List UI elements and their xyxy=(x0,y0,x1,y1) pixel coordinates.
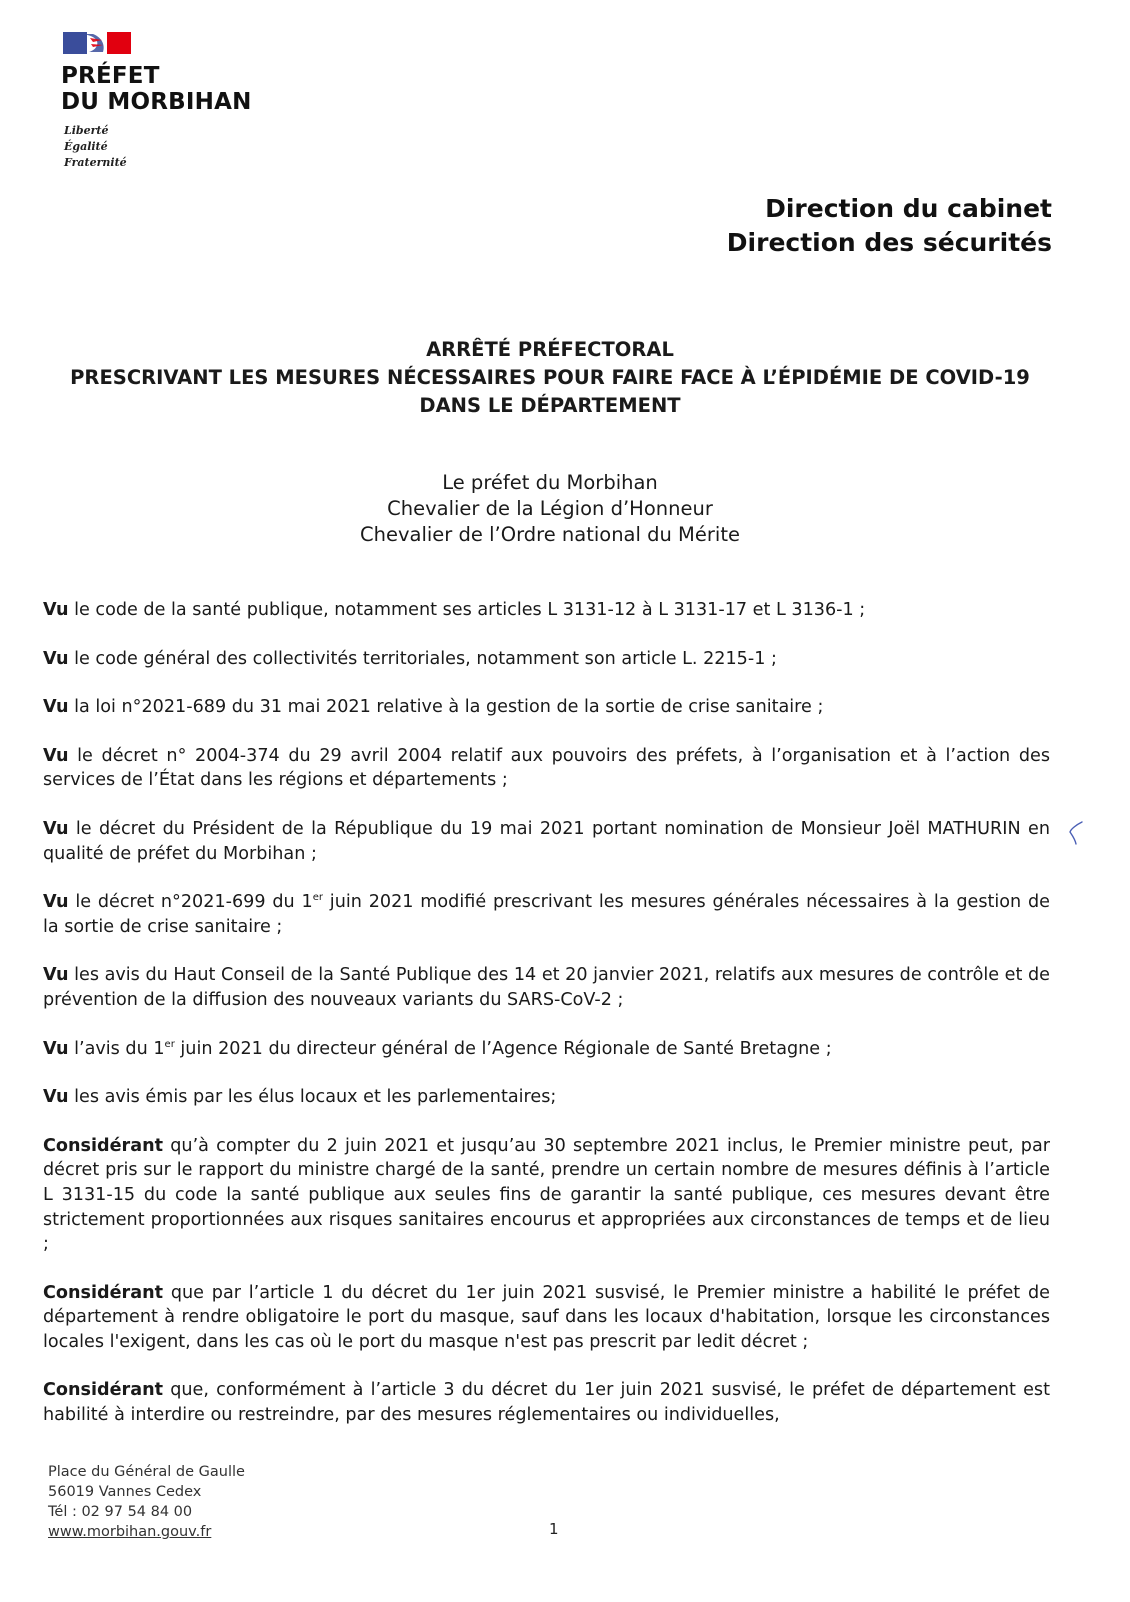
motto-liberte: Liberté xyxy=(64,124,109,137)
footer-phone: Tél : 02 97 54 84 00 xyxy=(48,1504,193,1520)
marianne-logo xyxy=(63,32,131,54)
direction-line2: Direction des sécurités xyxy=(726,228,1052,257)
vu-paragraph xyxy=(43,598,1050,623)
paragraph-keyword: Considérant xyxy=(43,1282,164,1303)
vu-paragraph xyxy=(43,1037,1050,1062)
motto-fraternite: Fraternité xyxy=(64,156,127,169)
republic-motto xyxy=(64,123,127,171)
marianne-flag-icon xyxy=(63,32,131,54)
paragraph-keyword: Vu xyxy=(43,745,69,766)
paragraph-keyword: Vu xyxy=(43,1087,69,1108)
considerant-paragraph xyxy=(43,1134,1050,1257)
ordinal-superscript: er xyxy=(312,892,323,904)
paragraph-keyword: Vu xyxy=(43,818,69,839)
document-title xyxy=(40,336,1060,420)
paragraph-text: juin 2021 du directeur général de l’Agence Régionale de Santé Bretagne ; xyxy=(174,1038,832,1059)
paragraph-text: le décret n°2021-699 du 1 xyxy=(68,892,313,913)
paragraph-text: le décret du Président de la République du 19 mai 2021 portant nomination de Monsieur Joël MATHURIN en qualité de préfet du Morbihan ; xyxy=(43,818,1050,864)
paragraph-keyword: Vu xyxy=(43,892,69,913)
handwritten-check-mark-icon xyxy=(1066,820,1084,846)
direction-line1: Direction du cabinet xyxy=(765,194,1052,223)
vu-paragraph xyxy=(43,817,1050,866)
paragraph-keyword: Considérant xyxy=(43,1380,164,1401)
considerant-paragraph xyxy=(43,1378,1050,1427)
paragraph-text: le code général des collectivités territoriales, notamment son article L. 2215-1 ; xyxy=(68,648,777,669)
paragraph-text: que par l’article 1 du décret du 1er juin 2021 susvisé, le Premier ministre a habilité le préfet de département à rendre obligatoire le port du masque, sauf dans les locaux d'habitation, lorsque les circonstances locales l'exigent, dans les cas où le port du masque n'est pas prescrit par ledit décret ; xyxy=(43,1282,1050,1352)
footer-address-line2: 56019 Vannes Cedex xyxy=(48,1484,202,1500)
footer-website-link[interactable]: www.morbihan.gouv.fr xyxy=(48,1524,212,1540)
direction-block xyxy=(727,192,1052,260)
vu-paragraph xyxy=(43,744,1050,793)
page-number: 1 xyxy=(549,1520,559,1538)
document-title-line1: ARRÊTÉ PRÉFECTORAL xyxy=(426,338,674,361)
paragraph-text: le code de la santé publique, notamment ses articles L 3131-12 à L 3131-17 et L 3136-1 ; xyxy=(68,600,866,620)
paragraph-text: les avis du Haut Conseil de la Santé Publique des 14 et 20 janvier 2021, relatifs aux mesures de contrôle et de prévention de la diffusion des nouveaux variants du SARS-CoV-2 ; xyxy=(43,965,1050,1010)
prefet-title-line2: DU MORBIHAN xyxy=(61,89,252,115)
paragraph-text: le décret n° 2004-374 du 29 avril 2004 relatif aux pouvoirs des préfets, à l’organisation et à l’action des services de l’État dans les régions et départements ; xyxy=(43,745,1050,791)
paragraph-keyword: Vu xyxy=(43,648,69,669)
vu-paragraph xyxy=(43,963,1050,1012)
footer-address xyxy=(48,1462,245,1542)
ordinal-superscript: er xyxy=(164,1038,175,1050)
prefet-signatory xyxy=(40,470,1060,548)
paragraph-text: qu’à compter du 2 juin 2021 et jusqu’au 30 septembre 2021 inclus, le Premier ministre peut, par décret pris sur le rapport du ministre chargé de la santé, prendre un certain nombre de mesures définis à l’article L 3131-15 du code la santé publique aux seules fins de garantir la santé publique, ces mesures devant être strictement proportionnées aux risques sanitaires encourus et appropriées aux circonstances de temps et de lieu ; xyxy=(43,1135,1050,1255)
vu-paragraph xyxy=(43,695,1050,720)
paragraph-text: l’avis du 1 xyxy=(68,1038,165,1059)
prefet-title-line1: PRÉFET xyxy=(61,63,160,89)
motto-egalite: Égalité xyxy=(64,140,108,153)
document-title-line2: PRESCRIVANT LES MESURES NÉCESSAIRES POUR FAIRE FACE À L’ÉPIDÉMIE DE COVID-19 xyxy=(70,366,1030,389)
paragraph-text: les avis émis par les élus locaux et les parlementaires; xyxy=(68,1087,557,1108)
paragraph-keyword: Considérant xyxy=(43,1135,164,1156)
considerant-paragraph xyxy=(43,1281,1050,1355)
footer-address-line1: Place du Général de Gaulle xyxy=(48,1464,245,1480)
paragraph-text: que, conformément à l’article 3 du décret du 1er juin 2021 susvisé, le préfet de département est habilité à interdire ou restreindre, par des mesures réglementaires ou individuelles, xyxy=(43,1380,1050,1426)
vu-paragraph xyxy=(43,647,1050,672)
paragraph-text: juin 2021 modifié prescrivant les mesures générales nécessaires à la gestion de la sortie de crise sanitaire ; xyxy=(43,892,1051,937)
paragraph-keyword: Vu xyxy=(43,697,69,718)
paragraph-keyword: Vu xyxy=(43,965,69,986)
prefet-signatory-line1: Le préfet du Morbihan xyxy=(442,471,658,494)
document-body xyxy=(43,598,1050,1452)
prefet-signatory-line3: Chevalier de l’Ordre national du Mérite xyxy=(360,523,740,546)
prefet-title xyxy=(61,63,252,115)
paragraph-keyword: Vu xyxy=(43,600,69,620)
vu-paragraph xyxy=(43,1085,1050,1110)
document-title-line3: DANS LE DÉPARTEMENT xyxy=(419,394,681,417)
vu-paragraph xyxy=(43,890,1050,939)
prefet-signatory-line2: Chevalier de la Légion d’Honneur xyxy=(387,497,713,520)
paragraph-text: la loi n°2021-689 du 31 mai 2021 relative à la gestion de la sortie de crise sanitaire ; xyxy=(68,697,824,718)
paragraph-keyword: Vu xyxy=(43,1038,69,1059)
